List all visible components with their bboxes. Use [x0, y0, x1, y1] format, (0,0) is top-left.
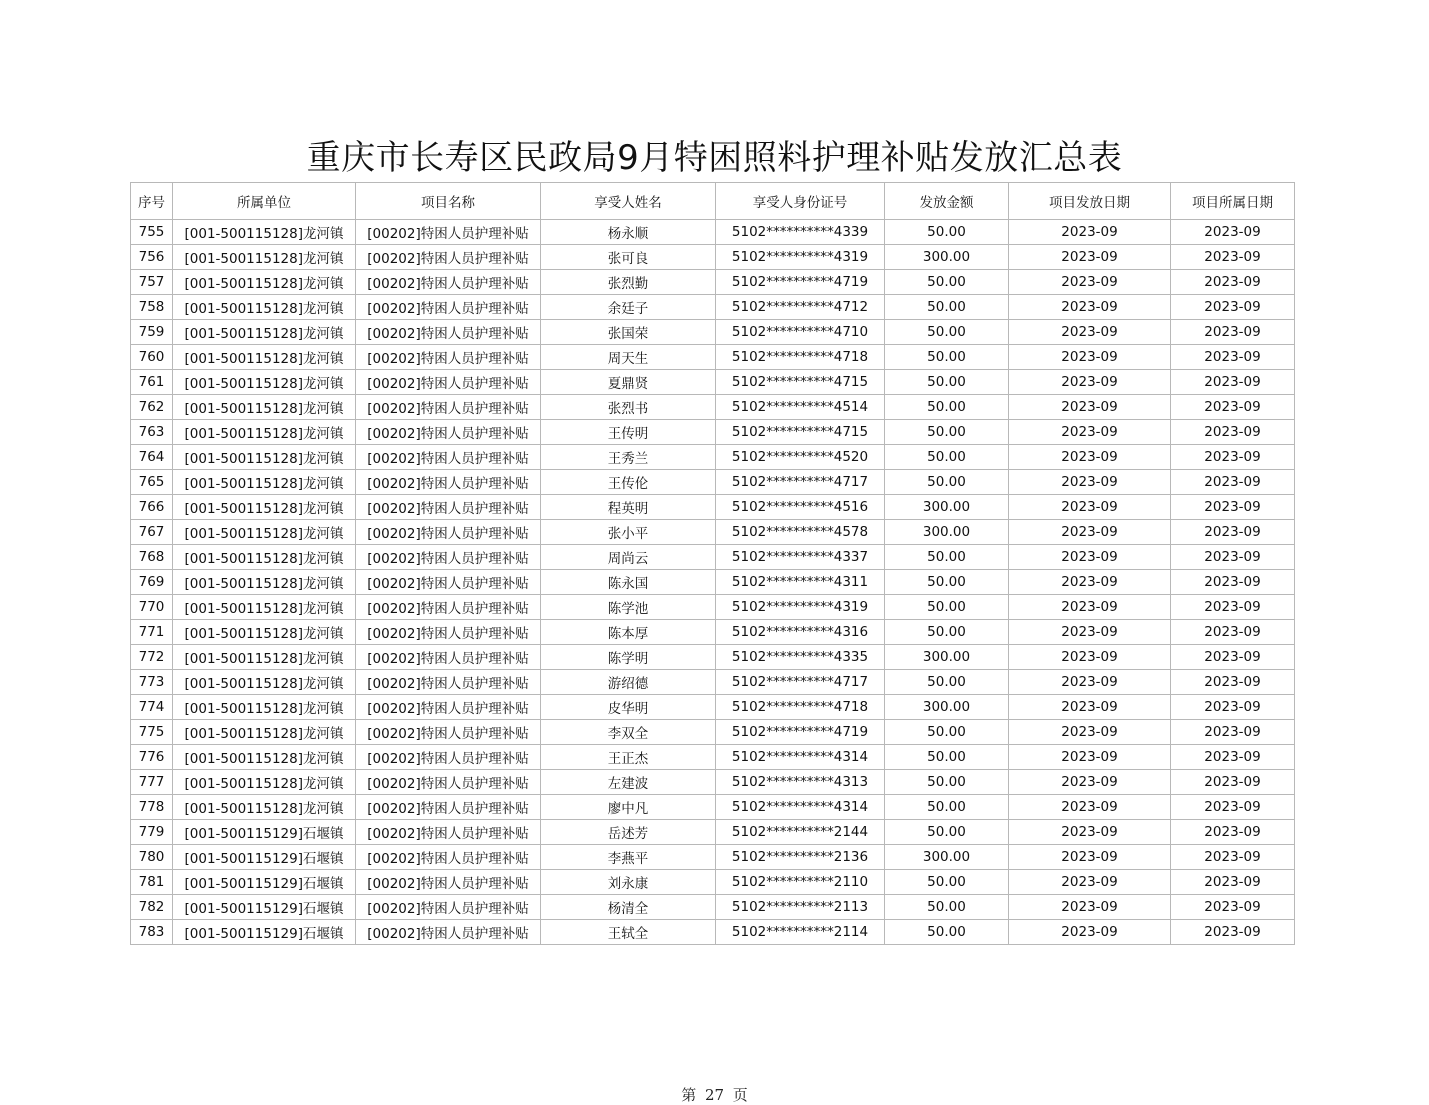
table-row	[131, 620, 1295, 645]
cell-project-name: [00202]特困人员护理补贴	[356, 745, 541, 770]
cell-unit: [001-500115129]石堰镇	[173, 820, 356, 845]
cell-recipient-name: 李双全	[541, 720, 716, 745]
cell-amount: 50.00	[885, 770, 1009, 795]
header-amount: 发放金额	[885, 183, 1009, 220]
cell-index: 781	[131, 870, 173, 895]
cell-issue-date: 2023-09	[1009, 895, 1171, 920]
cell-index: 761	[131, 370, 173, 395]
cell-project-name: [00202]特困人员护理补贴	[356, 320, 541, 345]
cell-unit: [001-500115129]石堰镇	[173, 895, 356, 920]
cell-unit: [001-500115128]龙河镇	[173, 420, 356, 445]
cell-recipient-name: 程英明	[541, 495, 716, 520]
cell-index: 757	[131, 270, 173, 295]
table-row	[131, 695, 1295, 720]
cell-unit: [001-500115128]龙河镇	[173, 370, 356, 395]
cell-period-date: 2023-09	[1171, 595, 1295, 620]
table-row	[131, 545, 1295, 570]
page-title: 重庆市长寿区民政局9月特困照料护理补贴发放汇总表	[306, 138, 1123, 178]
cell-recipient-id: 5102**********2114	[716, 920, 885, 945]
cell-recipient-name: 陈学池	[541, 595, 716, 620]
cell-issue-date: 2023-09	[1009, 645, 1171, 670]
table-row	[131, 820, 1295, 845]
cell-recipient-id: 5102**********4319	[716, 595, 885, 620]
cell-issue-date: 2023-09	[1009, 845, 1171, 870]
table-row	[131, 370, 1295, 395]
cell-recipient-name: 杨永顺	[541, 220, 716, 245]
cell-unit: [001-500115128]龙河镇	[173, 270, 356, 295]
cell-project-name: [00202]特困人员护理补贴	[356, 395, 541, 420]
table-row	[131, 670, 1295, 695]
cell-amount: 50.00	[885, 595, 1009, 620]
table-row	[131, 470, 1295, 495]
cell-amount: 50.00	[885, 720, 1009, 745]
cell-recipient-id: 5102**********4311	[716, 570, 885, 595]
cell-amount: 300.00	[885, 695, 1009, 720]
cell-recipient-name: 皮华明	[541, 695, 716, 720]
cell-period-date: 2023-09	[1171, 545, 1295, 570]
cell-recipient-name: 周天生	[541, 345, 716, 370]
cell-amount: 50.00	[885, 420, 1009, 445]
cell-recipient-id: 5102**********4314	[716, 745, 885, 770]
cell-issue-date: 2023-09	[1009, 445, 1171, 470]
cell-unit: [001-500115128]龙河镇	[173, 645, 356, 670]
cell-issue-date: 2023-09	[1009, 670, 1171, 695]
cell-recipient-id: 5102**********4715	[716, 370, 885, 395]
cell-unit: [001-500115128]龙河镇	[173, 495, 356, 520]
table-row	[131, 220, 1295, 245]
cell-period-date: 2023-09	[1171, 220, 1295, 245]
cell-recipient-name: 张烈勤	[541, 270, 716, 295]
cell-recipient-name: 王传伦	[541, 470, 716, 495]
cell-index: 772	[131, 645, 173, 670]
header-recipient-name: 享受人姓名	[541, 183, 716, 220]
cell-issue-date: 2023-09	[1009, 295, 1171, 320]
table-row	[131, 245, 1295, 270]
cell-recipient-name: 张国荣	[541, 320, 716, 345]
cell-issue-date: 2023-09	[1009, 720, 1171, 745]
cell-index: 762	[131, 395, 173, 420]
cell-index: 774	[131, 695, 173, 720]
cell-recipient-id: 5102**********4520	[716, 445, 885, 470]
header-period-date: 项目所属日期	[1171, 183, 1295, 220]
cell-unit: [001-500115128]龙河镇	[173, 395, 356, 420]
cell-recipient-id: 5102**********4335	[716, 645, 885, 670]
cell-project-name: [00202]特困人员护理补贴	[356, 870, 541, 895]
header-index: 序号	[131, 183, 173, 220]
cell-index: 771	[131, 620, 173, 645]
cell-recipient-id: 5102**********4715	[716, 420, 885, 445]
cell-issue-date: 2023-09	[1009, 570, 1171, 595]
cell-index: 773	[131, 670, 173, 695]
cell-issue-date: 2023-09	[1009, 820, 1171, 845]
cell-issue-date: 2023-09	[1009, 320, 1171, 345]
cell-issue-date: 2023-09	[1009, 870, 1171, 895]
cell-recipient-id: 5102**********4516	[716, 495, 885, 520]
table-row	[131, 845, 1295, 870]
cell-recipient-id: 5102**********4514	[716, 395, 885, 420]
cell-unit: [001-500115128]龙河镇	[173, 245, 356, 270]
cell-recipient-name: 游绍德	[541, 670, 716, 695]
cell-unit: [001-500115128]龙河镇	[173, 345, 356, 370]
cell-project-name: [00202]特困人员护理补贴	[356, 720, 541, 745]
cell-amount: 50.00	[885, 670, 1009, 695]
cell-recipient-name: 李燕平	[541, 845, 716, 870]
cell-index: 756	[131, 245, 173, 270]
cell-recipient-name: 刘永康	[541, 870, 716, 895]
cell-recipient-name: 夏鼎贤	[541, 370, 716, 395]
cell-period-date: 2023-09	[1171, 520, 1295, 545]
cell-recipient-id: 5102**********4717	[716, 470, 885, 495]
cell-recipient-id: 5102**********4319	[716, 245, 885, 270]
cell-issue-date: 2023-09	[1009, 620, 1171, 645]
cell-period-date: 2023-09	[1171, 320, 1295, 345]
cell-recipient-name: 左建波	[541, 770, 716, 795]
cell-unit: [001-500115129]石堰镇	[173, 920, 356, 945]
cell-issue-date: 2023-09	[1009, 395, 1171, 420]
cell-recipient-name: 张可良	[541, 245, 716, 270]
header-project-name: 项目名称	[356, 183, 541, 220]
cell-project-name: [00202]特困人员护理补贴	[356, 620, 541, 645]
cell-unit: [001-500115128]龙河镇	[173, 770, 356, 795]
cell-index: 767	[131, 520, 173, 545]
cell-index: 777	[131, 770, 173, 795]
cell-amount: 50.00	[885, 445, 1009, 470]
cell-recipient-id: 5102**********4718	[716, 695, 885, 720]
cell-amount: 50.00	[885, 745, 1009, 770]
cell-issue-date: 2023-09	[1009, 695, 1171, 720]
cell-issue-date: 2023-09	[1009, 520, 1171, 545]
cell-period-date: 2023-09	[1171, 695, 1295, 720]
cell-amount: 50.00	[885, 270, 1009, 295]
cell-project-name: [00202]特困人员护理补贴	[356, 570, 541, 595]
table-row	[131, 720, 1295, 745]
cell-recipient-name: 王正杰	[541, 745, 716, 770]
cell-unit: [001-500115128]龙河镇	[173, 595, 356, 620]
cell-amount: 50.00	[885, 795, 1009, 820]
cell-issue-date: 2023-09	[1009, 370, 1171, 395]
table-row	[131, 270, 1295, 295]
cell-period-date: 2023-09	[1171, 395, 1295, 420]
cell-project-name: [00202]特困人员护理补贴	[356, 770, 541, 795]
cell-amount: 50.00	[885, 295, 1009, 320]
cell-index: 782	[131, 895, 173, 920]
cell-unit: [001-500115128]龙河镇	[173, 720, 356, 745]
cell-amount: 50.00	[885, 220, 1009, 245]
cell-unit: [001-500115128]龙河镇	[173, 320, 356, 345]
cell-index: 755	[131, 220, 173, 245]
header-recipient-id: 享受人身份证号	[716, 183, 885, 220]
cell-project-name: [00202]特困人员护理补贴	[356, 795, 541, 820]
table-row	[131, 645, 1295, 670]
cell-project-name: [00202]特困人员护理补贴	[356, 270, 541, 295]
table-row	[131, 745, 1295, 770]
cell-recipient-id: 5102**********2136	[716, 845, 885, 870]
cell-project-name: [00202]特困人员护理补贴	[356, 845, 541, 870]
cell-project-name: [00202]特困人员护理补贴	[356, 245, 541, 270]
cell-recipient-id: 5102**********2110	[716, 870, 885, 895]
cell-issue-date: 2023-09	[1009, 545, 1171, 570]
cell-index: 764	[131, 445, 173, 470]
table-header-row	[131, 183, 1295, 220]
cell-recipient-id: 5102**********4314	[716, 795, 885, 820]
cell-project-name: [00202]特困人员护理补贴	[356, 645, 541, 670]
cell-amount: 50.00	[885, 870, 1009, 895]
cell-project-name: [00202]特困人员护理补贴	[356, 595, 541, 620]
cell-recipient-id: 5102**********4339	[716, 220, 885, 245]
cell-recipient-id: 5102**********4710	[716, 320, 885, 345]
cell-amount: 50.00	[885, 470, 1009, 495]
cell-recipient-name: 王轼全	[541, 920, 716, 945]
table-row	[131, 595, 1295, 620]
page-number: 第 27 页	[681, 1086, 748, 1104]
cell-recipient-id: 5102**********4578	[716, 520, 885, 545]
cell-recipient-id: 5102**********4712	[716, 295, 885, 320]
cell-issue-date: 2023-09	[1009, 770, 1171, 795]
table-row	[131, 320, 1295, 345]
table-row	[131, 345, 1295, 370]
cell-index: 775	[131, 720, 173, 745]
cell-recipient-id: 5102**********4719	[716, 720, 885, 745]
cell-project-name: [00202]特困人员护理补贴	[356, 670, 541, 695]
cell-issue-date: 2023-09	[1009, 245, 1171, 270]
cell-period-date: 2023-09	[1171, 620, 1295, 645]
cell-project-name: [00202]特困人员护理补贴	[356, 345, 541, 370]
cell-index: 780	[131, 845, 173, 870]
cell-recipient-id: 5102**********4316	[716, 620, 885, 645]
cell-project-name: [00202]特困人员护理补贴	[356, 220, 541, 245]
cell-issue-date: 2023-09	[1009, 220, 1171, 245]
cell-project-name: [00202]特困人员护理补贴	[356, 495, 541, 520]
cell-period-date: 2023-09	[1171, 445, 1295, 470]
cell-period-date: 2023-09	[1171, 920, 1295, 945]
table-row	[131, 870, 1295, 895]
cell-unit: [001-500115128]龙河镇	[173, 520, 356, 545]
table-row	[131, 920, 1295, 945]
cell-index: 760	[131, 345, 173, 370]
cell-period-date: 2023-09	[1171, 745, 1295, 770]
cell-recipient-id: 5102**********4313	[716, 770, 885, 795]
cell-unit: [001-500115129]石堰镇	[173, 845, 356, 870]
cell-unit: [001-500115128]龙河镇	[173, 570, 356, 595]
table-body	[131, 220, 1295, 945]
cell-recipient-id: 5102**********4718	[716, 345, 885, 370]
cell-index: 776	[131, 745, 173, 770]
cell-recipient-name: 余廷子	[541, 295, 716, 320]
cell-unit: [001-500115128]龙河镇	[173, 670, 356, 695]
cell-recipient-id: 5102**********4719	[716, 270, 885, 295]
cell-period-date: 2023-09	[1171, 770, 1295, 795]
cell-amount: 300.00	[885, 245, 1009, 270]
cell-recipient-name: 王传明	[541, 420, 716, 445]
cell-unit: [001-500115128]龙河镇	[173, 220, 356, 245]
cell-recipient-name: 陈学明	[541, 645, 716, 670]
cell-amount: 50.00	[885, 395, 1009, 420]
cell-recipient-name: 张小平	[541, 520, 716, 545]
cell-index: 779	[131, 820, 173, 845]
cell-amount: 50.00	[885, 545, 1009, 570]
cell-index: 769	[131, 570, 173, 595]
cell-project-name: [00202]特困人员护理补贴	[356, 370, 541, 395]
cell-recipient-name: 廖中凡	[541, 795, 716, 820]
header-unit: 所属单位	[173, 183, 356, 220]
cell-issue-date: 2023-09	[1009, 495, 1171, 520]
cell-unit: [001-500115128]龙河镇	[173, 795, 356, 820]
cell-issue-date: 2023-09	[1009, 345, 1171, 370]
table-row	[131, 795, 1295, 820]
table-row	[131, 295, 1295, 320]
cell-amount: 300.00	[885, 495, 1009, 520]
cell-unit: [001-500115129]石堰镇	[173, 870, 356, 895]
cell-issue-date: 2023-09	[1009, 745, 1171, 770]
cell-period-date: 2023-09	[1171, 870, 1295, 895]
table-row	[131, 395, 1295, 420]
cell-amount: 50.00	[885, 620, 1009, 645]
subsidy-table	[130, 182, 1295, 945]
cell-project-name: [00202]特困人员护理补贴	[356, 420, 541, 445]
cell-unit: [001-500115128]龙河镇	[173, 620, 356, 645]
cell-unit: [001-500115128]龙河镇	[173, 695, 356, 720]
cell-period-date: 2023-09	[1171, 245, 1295, 270]
cell-period-date: 2023-09	[1171, 795, 1295, 820]
cell-issue-date: 2023-09	[1009, 270, 1171, 295]
cell-project-name: [00202]特困人员护理补贴	[356, 445, 541, 470]
cell-period-date: 2023-09	[1171, 820, 1295, 845]
cell-period-date: 2023-09	[1171, 270, 1295, 295]
cell-index: 783	[131, 920, 173, 945]
cell-recipient-id: 5102**********2144	[716, 820, 885, 845]
cell-project-name: [00202]特困人员护理补贴	[356, 520, 541, 545]
table-row	[131, 445, 1295, 470]
cell-amount: 50.00	[885, 570, 1009, 595]
cell-amount: 50.00	[885, 370, 1009, 395]
table-row	[131, 495, 1295, 520]
cell-issue-date: 2023-09	[1009, 470, 1171, 495]
cell-issue-date: 2023-09	[1009, 920, 1171, 945]
cell-amount: 50.00	[885, 345, 1009, 370]
cell-recipient-id: 5102**********4337	[716, 545, 885, 570]
cell-recipient-name: 岳述芳	[541, 820, 716, 845]
cell-recipient-id: 5102**********2113	[716, 895, 885, 920]
cell-recipient-name: 陈本厚	[541, 620, 716, 645]
cell-period-date: 2023-09	[1171, 645, 1295, 670]
cell-amount: 50.00	[885, 920, 1009, 945]
table-row	[131, 770, 1295, 795]
cell-project-name: [00202]特困人员护理补贴	[356, 895, 541, 920]
cell-amount: 50.00	[885, 820, 1009, 845]
cell-project-name: [00202]特困人员护理补贴	[356, 820, 541, 845]
cell-period-date: 2023-09	[1171, 295, 1295, 320]
cell-index: 778	[131, 795, 173, 820]
cell-period-date: 2023-09	[1171, 470, 1295, 495]
cell-period-date: 2023-09	[1171, 570, 1295, 595]
cell-index: 766	[131, 495, 173, 520]
cell-period-date: 2023-09	[1171, 420, 1295, 445]
cell-amount: 300.00	[885, 520, 1009, 545]
cell-project-name: [00202]特困人员护理补贴	[356, 695, 541, 720]
cell-period-date: 2023-09	[1171, 670, 1295, 695]
cell-period-date: 2023-09	[1171, 845, 1295, 870]
cell-project-name: [00202]特困人员护理补贴	[356, 295, 541, 320]
cell-recipient-name: 杨清全	[541, 895, 716, 920]
cell-issue-date: 2023-09	[1009, 420, 1171, 445]
cell-period-date: 2023-09	[1171, 370, 1295, 395]
table-row	[131, 520, 1295, 545]
cell-recipient-name: 陈永国	[541, 570, 716, 595]
cell-period-date: 2023-09	[1171, 345, 1295, 370]
cell-issue-date: 2023-09	[1009, 795, 1171, 820]
cell-index: 765	[131, 470, 173, 495]
cell-project-name: [00202]特困人员护理补贴	[356, 920, 541, 945]
table-row	[131, 570, 1295, 595]
cell-amount: 300.00	[885, 645, 1009, 670]
cell-amount: 300.00	[885, 845, 1009, 870]
cell-recipient-name: 张烈书	[541, 395, 716, 420]
cell-unit: [001-500115128]龙河镇	[173, 545, 356, 570]
cell-unit: [001-500115128]龙河镇	[173, 745, 356, 770]
cell-recipient-id: 5102**********4717	[716, 670, 885, 695]
cell-unit: [001-500115128]龙河镇	[173, 295, 356, 320]
cell-period-date: 2023-09	[1171, 895, 1295, 920]
table-row	[131, 895, 1295, 920]
cell-index: 770	[131, 595, 173, 620]
cell-index: 758	[131, 295, 173, 320]
cell-unit: [001-500115128]龙河镇	[173, 470, 356, 495]
cell-unit: [001-500115128]龙河镇	[173, 445, 356, 470]
cell-amount: 50.00	[885, 895, 1009, 920]
cell-amount: 50.00	[885, 320, 1009, 345]
cell-project-name: [00202]特困人员护理补贴	[356, 470, 541, 495]
cell-recipient-name: 周尚云	[541, 545, 716, 570]
cell-index: 768	[131, 545, 173, 570]
cell-period-date: 2023-09	[1171, 720, 1295, 745]
table-row	[131, 420, 1295, 445]
header-issue-date: 项目发放日期	[1009, 183, 1171, 220]
cell-index: 759	[131, 320, 173, 345]
cell-index: 763	[131, 420, 173, 445]
cell-period-date: 2023-09	[1171, 495, 1295, 520]
cell-issue-date: 2023-09	[1009, 595, 1171, 620]
cell-recipient-name: 王秀兰	[541, 445, 716, 470]
cell-project-name: [00202]特困人员护理补贴	[356, 545, 541, 570]
